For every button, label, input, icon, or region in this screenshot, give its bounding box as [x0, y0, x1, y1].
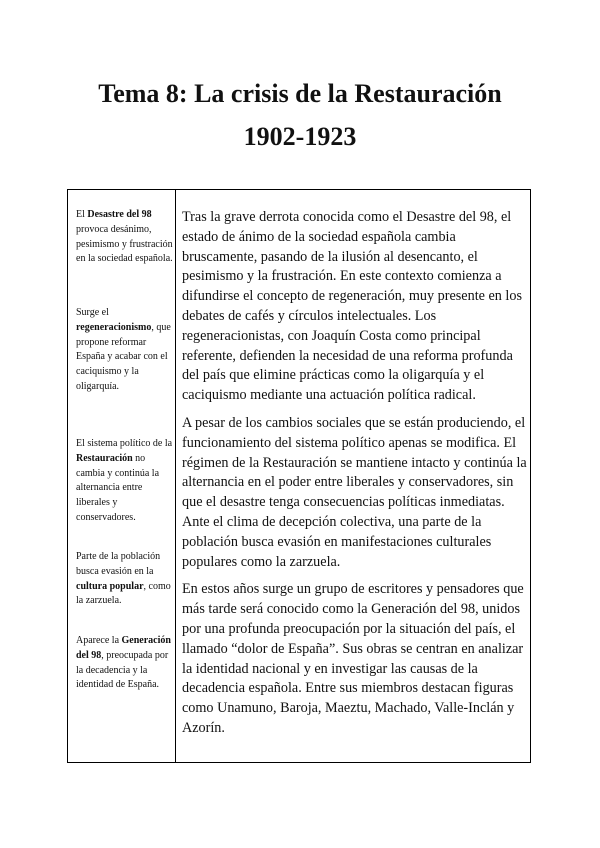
margin-note-keyword: Desastre del 98	[87, 209, 152, 220]
column-divider	[175, 190, 176, 762]
main-text-column	[182, 208, 528, 747]
body-paragraph: Tras la grave derrota conocida como el Desastre del 98, el estado de ánimo de la sociedad española cambia bruscamente, pasando de la ilusión al desencanto, el pesimismo y la frustración. En este contexto comienza a difundirse el concepto de regeneración, muy presente en los debates de cafés y círculos intelectuales. Los regeneracionistas, con Joaquín Costa como principal referente, defienden la necesidad de una reforma profunda del país que elimine prácticas como la oligarquía y el caciquismo mediante una actuación política radical.	[182, 209, 522, 404]
title-line-1: Tema 8: La crisis de la Restauración	[98, 79, 502, 108]
margin-note-keyword: regeneracionismo	[76, 321, 152, 333]
content-table	[67, 189, 531, 763]
title-line-2: 1902-1923	[243, 122, 357, 151]
margin-note: El sistema político de la Restauración no cambia y continúa la alternancia entre liberales y conservadores.	[76, 438, 173, 523]
body-paragraph: A pesar de los cambios sociales que se están produciendo, el funcionamiento del sistema político apenas se modifica. El régimen de la Restauración se mantiene intacto y continúa la alternancia en el poder entre liberales y conservadores, sin que el desastre tenga consecuencias políticas inmediatas. Ante el clima de decepción colectiva, una parte de la población busca evasión en manifestaciones culturales populares como la zarzuela.	[182, 414, 527, 570]
margin-note: El Desastre del 98 provoca desánimo, pesimismo y frustración en la sociedad española.	[76, 209, 173, 265]
margin-note: Parte de la población busca evasión en la cultura popular, como la zarzuela.	[76, 551, 171, 607]
margin-note-keyword: Restauración	[76, 452, 133, 464]
margin-note-keyword: Generación del 98	[76, 635, 171, 661]
margin-note-keyword: cultura popular	[76, 580, 144, 592]
margin-note: Surge el regeneracionismo, que propone reformar España y acabar con el caciquismo y la oligarquía.	[76, 307, 171, 392]
margin-note: Aparece la Generación del 98, preocupada por la decadencia y la identidad de España.	[76, 635, 171, 691]
page-title	[0, 74, 600, 157]
body-paragraph: En estos años surge un grupo de escritores y pensadores que más tarde será conocido como la Generación del 98, unidos por una profunda preocupación por la situación del país, el llamado “dolor de España”. Sus obras se centran en analizar la identidad nacional y en investigar las causas de la decadencia española. Entre sus miembros destacan figuras como Unamuno, Baroja, Maeztu, Machado, Valle-Inclán y Azorín.	[182, 581, 524, 736]
